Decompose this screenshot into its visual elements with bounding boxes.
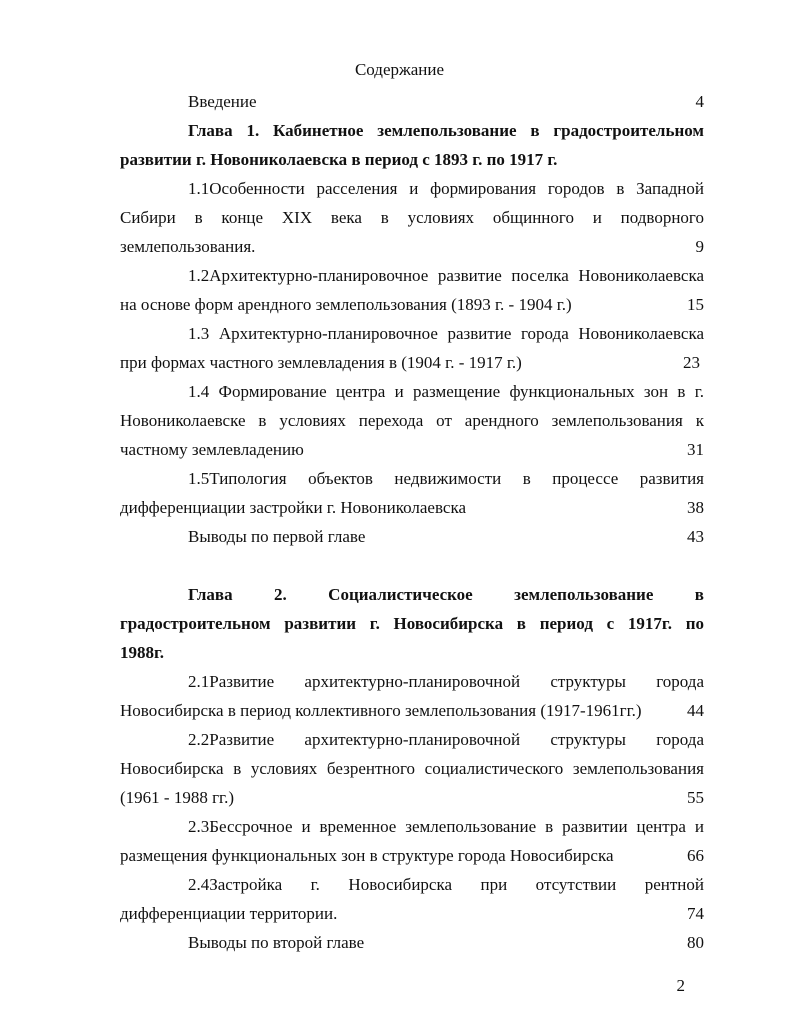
toc-entry-text: Выводы по первой главе [188,527,366,546]
toc-entry-page: 31 [687,440,704,459]
table-of-contents [120,87,704,957]
toc-entry-line: 1.5Типология объектов недвижимости в процессе развития [188,469,704,488]
toc-entry-line: дифференциации застройки г. Новониколаевска [120,498,467,517]
toc-entry-last-line [120,783,704,812]
toc-entry-page: 23 [683,353,700,372]
toc-entry-last-line [120,493,704,522]
toc-entry-1-3 [120,319,704,377]
toc-entry-line: 1.2Архитектурно-планировочное развитие поселка Новониколаевска [188,266,704,285]
toc-entry-page: 38 [687,498,704,517]
toc-entry-line: 2.2Развитие архитектурно-планировочной структуры города [188,730,704,749]
toc-chapter-line: развитии г. Новониколаевска в период с 1893 г. по 1917 г. [120,150,558,169]
toc-chapter-line: Глава 1. Кабинетное землепользование в градостроительном [188,121,704,140]
toc-entry-conclusions-1 [120,522,704,551]
toc-entry-line: Новосибирска в период коллективного землепользования (1917-1961гг.) [120,701,642,720]
toc-entry-line: при формах частного землевладения в (1904 г. - 1917 г.) [120,353,522,372]
toc-entry-intro [120,87,704,116]
toc-entry-line: на основе форм арендного землепользования (1893 г. - 1904 г.) [120,295,572,314]
toc-entry-page: 15 [687,295,704,314]
toc-entry-line: 1.1Особенности расселения и формирования городов в Западной [188,179,704,198]
toc-entry-page: 9 [695,237,704,256]
toc-chapter-line: Глава 2. Социалистическое землепользование в [188,585,704,604]
toc-entry-2-4 [120,870,704,928]
toc-entry-line: Новосибирска в условиях безрентного социалистического землепользования [120,759,704,778]
section-gap [120,551,704,580]
toc-entry-last-line [120,841,704,870]
toc-entry-1-5 [120,464,704,522]
toc-entry-2-3 [120,812,704,870]
toc-entry-line: размещения функциональных зон в структуре города Новосибирска [120,846,614,865]
toc-entry-line: (1961 - 1988 гг.) [120,788,235,807]
toc-entry-page: 43 [687,527,704,546]
toc-title: Содержание [354,60,445,79]
toc-entry-line: Новониколаевске в условиях перехода от арендного землепользования к [120,411,704,430]
toc-entry-line: 1.4 Формирование центра и размещение функциональных зон в г. [188,382,704,401]
toc-entry-text: Выводы по второй главе [188,933,365,952]
toc-entry-line: 1.3 Архитектурно-планировочное развитие города Новониколаевска [188,324,704,343]
toc-chapter-line: 1988г. [120,643,165,662]
toc-entry-page: 74 [687,904,704,923]
toc-entry-1-2 [120,261,704,319]
toc-entry-line: дифференциации территории. [120,904,338,923]
page-number: 2 [676,976,685,995]
toc-entry-last-line [120,696,704,725]
toc-entry-line: 2.4Застройка г. Новосибирска при отсутствии рентной [188,875,704,894]
toc-entry-last-line [120,435,704,464]
toc-entry-text: Введение [188,92,257,111]
toc-entry-line: Сибири в конце XIX века в условиях общинного и подворного [120,208,704,227]
toc-entry-page: 80 [687,933,704,952]
toc-entry-conclusions-2 [120,928,704,957]
toc-entry-page: 44 [687,701,704,720]
toc-entry-last-line [120,899,704,928]
toc-entry-line: частному землевладению [120,440,304,459]
toc-entry-1-4 [120,377,704,464]
toc-entry-last-line [120,290,704,319]
toc-entry-line: 2.3Бессрочное и временное землепользование в развитии центра и [188,817,704,836]
toc-chapter-1 [120,116,704,174]
toc-entry-last-line [120,232,704,261]
toc-entry-page: 66 [687,846,704,865]
toc-entry-page: 4 [695,92,704,111]
toc-entry-line: землепользования. [120,237,256,256]
toc-entry-line: 2.1Развитие архитектурно-планировочной структуры города [188,672,704,691]
toc-entry-2-2 [120,725,704,812]
toc-entry-last-line [120,348,704,377]
toc-entry-1-1 [120,174,704,261]
toc-chapter-line: градостроительном развитии г. Новосибирска в период с 1917г. по [120,614,704,633]
toc-entry-2-1 [120,667,704,725]
toc-chapter-2 [120,580,704,667]
toc-entry-page: 55 [687,788,704,807]
